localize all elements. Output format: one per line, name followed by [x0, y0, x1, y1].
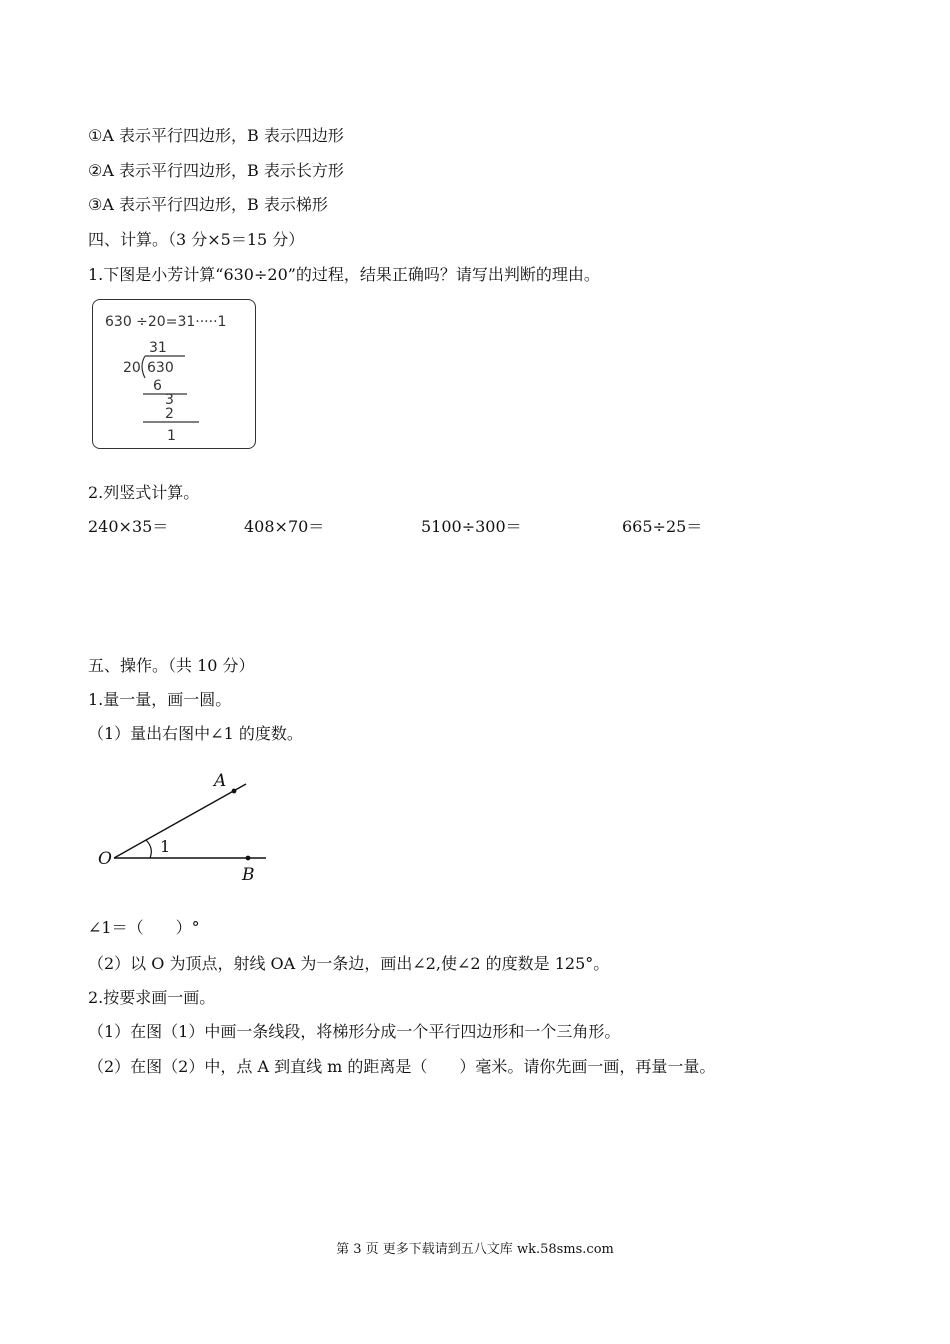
page-footer: 第 3 页 更多下载请到五八文库 wk.58sms.com [336, 1242, 614, 1257]
section5-q1: 1.量一量，画一圆。 [88, 690, 232, 709]
label-o: O [98, 849, 112, 869]
hand-divisor: 20 [123, 360, 141, 376]
section4-title: 四、计算。（3 分×5＝15 分） [88, 230, 305, 249]
option-3: ③A 表示平行四边形，B 表示梯形 [88, 195, 328, 214]
section5-q2: 2.按要求画一画。 [88, 988, 216, 1007]
section5-q1-1: （1）量出右图中∠1 的度数。 [88, 724, 303, 743]
hand-step2: 3 [165, 392, 174, 408]
handwritten-work [92, 299, 256, 449]
hand-dividend: 630 [147, 360, 174, 376]
angle-arc [146, 840, 151, 858]
angle-answer: ∠1＝（ ）° [88, 918, 200, 937]
section5-title: 五、操作。（共 10 分） [88, 656, 255, 675]
point-b-dot [246, 856, 251, 861]
section5-q2-2: （2）在图（2）中，点 A 到直线 m 的距离是（ ）毫米。请你先画一画，再量一量。 [88, 1057, 716, 1076]
section4-q1: 1.下图是小芳计算“630÷20”的过程，结果正确吗？请写出判断的理由。 [88, 265, 600, 284]
option-1: ①A 表示平行四边形，B 表示四边形 [88, 126, 344, 145]
label-a: A [214, 771, 227, 791]
hand-step3: 2 [165, 406, 174, 422]
calc-2: 408×70＝ [244, 517, 325, 536]
calc-4: 665÷25＝ [622, 517, 703, 536]
label-b: B [242, 865, 255, 885]
hand-step1: 6 [153, 378, 162, 394]
ray-oa [114, 784, 246, 858]
angle-figure [90, 760, 280, 890]
point-a-dot [232, 789, 237, 794]
hand-quotient: 31 [149, 340, 167, 356]
section5-q1-2: （2）以 O 为顶点，射线 OA 为一条边，画出∠2,使∠2 的度数是 125°。 [88, 954, 610, 973]
hand-equation: 630 ÷20=31·····1 [105, 314, 227, 330]
calc-3: 5100÷300＝ [421, 517, 522, 536]
section5-q2-1: （1）在图（1）中画一条线段，将梯形分成一个平行四边形和一个三角形。 [88, 1022, 621, 1041]
calc-1: 240×35＝ [88, 517, 169, 536]
handwritten-division [93, 300, 257, 450]
section4-q2: 2.列竖式计算。 [88, 483, 200, 502]
option-2: ②A 表示平行四边形，B 表示长方形 [88, 161, 344, 180]
hand-remainder: 1 [167, 428, 176, 444]
label-angle-1: 1 [160, 837, 171, 856]
